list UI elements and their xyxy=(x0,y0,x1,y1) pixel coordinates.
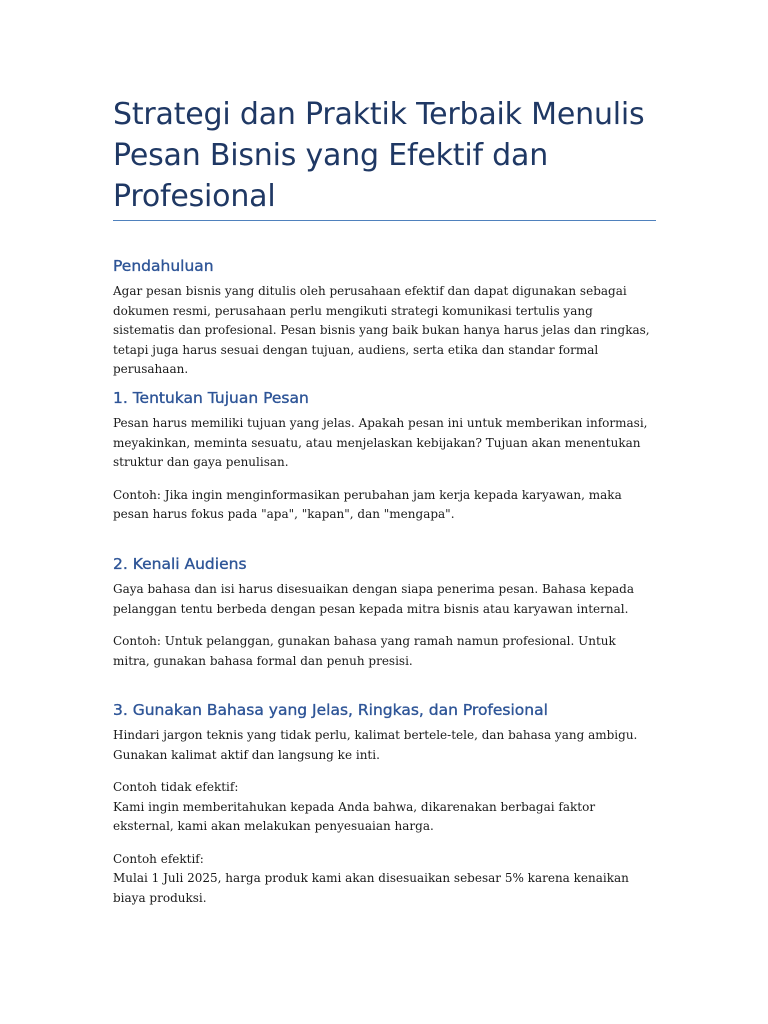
section-tujuan-pesan xyxy=(113,388,656,538)
section-heading: 2. Kenali Audiens xyxy=(113,555,247,573)
example-paragraph: Contoh: Jika ingin menginformasikan perubahan jam kerja kepada karyawan, maka pesan harus fokus pada "apa", "kapan", dan "mengapa". xyxy=(113,487,622,521)
section-paragraph: Gaya bahasa dan isi harus disesuaikan dengan siapa penerima pesan. Bahasa kepada pelanggan tentu berbeda dengan pesan kepada mitra bisnis atau karyawan internal. xyxy=(113,582,635,616)
section-heading: Pendahuluan xyxy=(113,257,214,275)
section-paragraph: Hindari jargon teknis yang tidak perlu, kalimat bertele-tele, dan bahasa yang ambigu. Gunakan kalimat aktif dan langsung ke inti. xyxy=(113,728,638,762)
section-paragraph: Agar pesan bisnis yang ditulis oleh perusahaan efektif dan dapat digunakan sebagai dokumen resmi, perusahaan perlu mengikuti strategi komunikasi tertulis yang sistematis dan profesional. Pesan bisnis yang baik bukan hanya harus jelas dan ringkas, tetapi juga harus sesuai dengan tujuan, audiens, serta etika dan standar formal perusahaan. xyxy=(113,284,650,376)
section-pendahuluan xyxy=(113,256,656,393)
title-divider xyxy=(113,220,656,221)
section-heading: 3. Gunakan Bahasa yang Jelas, Ringkas, dan Profesional xyxy=(113,701,548,719)
example-text: Kami ingin memberitahukan kepada Anda bahwa, dikarenakan berbagai faktor eksternal, kami akan melakukan penyesuaian harga. xyxy=(113,799,596,833)
section-bahasa-jelas xyxy=(113,700,656,921)
example-paragraph xyxy=(113,778,656,837)
example-label: Contoh efektif: xyxy=(113,851,204,866)
example-paragraph xyxy=(113,850,656,909)
document-title: Strategi dan Praktik Terbaik Menulis Pesan Bisnis yang Efektif dan Profesional xyxy=(113,97,645,214)
section-kenali-audiens xyxy=(113,554,656,684)
example-paragraph: Contoh: Untuk pelanggan, gunakan bahasa yang ramah namun profesional. Untuk mitra, gunakan bahasa formal dan penuh presisi. xyxy=(113,634,616,668)
section-paragraph: Pesan harus memiliki tujuan yang jelas. Apakah pesan ini untuk memberikan informasi, meyakinkan, meminta sesuatu, atau menjelaskan kebijakan? Tujuan akan menentukan struktur dan gaya penulisan. xyxy=(113,416,648,469)
example-label: Contoh tidak efektif: xyxy=(113,780,239,794)
example-text: Mulai 1 Juli 2025, harga produk kami akan disesuaikan sebesar 5% karena kenaikan biaya produksi. xyxy=(113,871,629,905)
section-heading: 1. Tentukan Tujuan Pesan xyxy=(113,389,309,407)
